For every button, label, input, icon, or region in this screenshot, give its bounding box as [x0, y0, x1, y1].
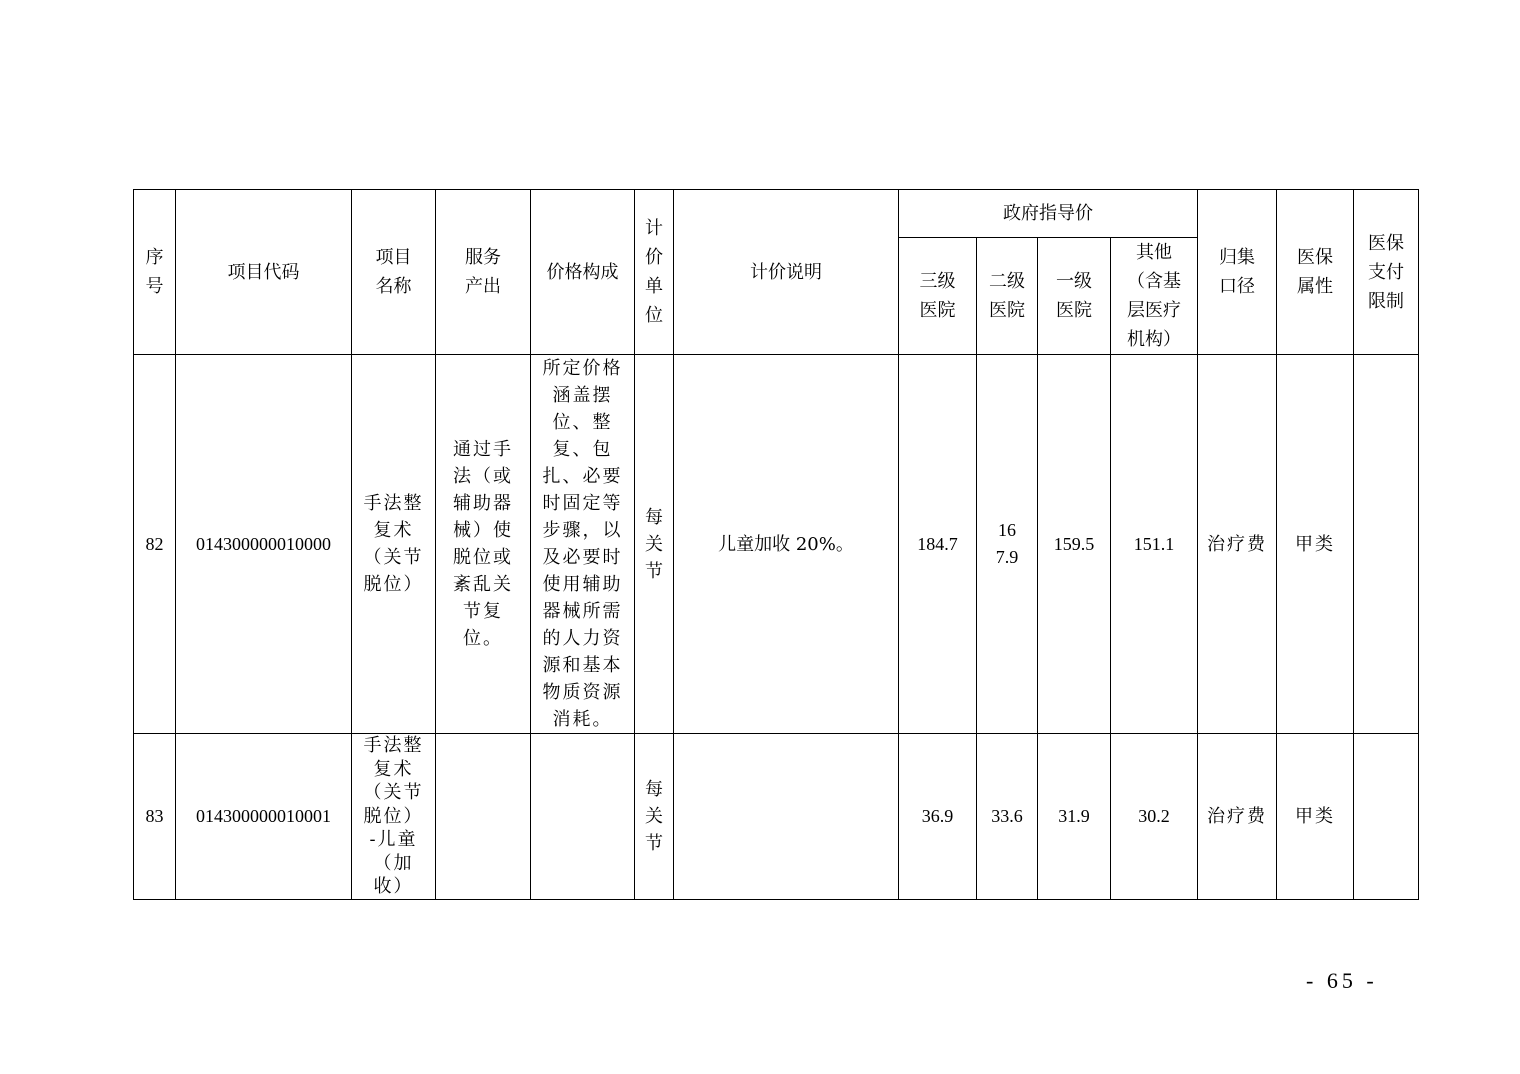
row-unit: 每关节: [635, 355, 674, 734]
row-limit: [1354, 355, 1419, 734]
row-output: [436, 734, 531, 900]
row-other-price: 151.1: [1111, 355, 1198, 734]
row-composition: [531, 734, 635, 900]
header-name: 项目名称: [352, 190, 436, 355]
row-tier2-price: 167.9: [977, 355, 1038, 734]
row-note: 儿童加收 20%。: [674, 355, 899, 734]
header-category: 归集口径: [1198, 190, 1277, 355]
row-seq: 82: [134, 355, 176, 734]
header-other: 其他（含基层医疗机构）: [1111, 238, 1198, 355]
row-output: 通过手法（或辅助器械）使脱位或紊乱关节复位。: [436, 355, 531, 734]
price-table: [133, 189, 1419, 900]
header-composition: 价格构成: [531, 190, 635, 355]
row-other-price: 30.2: [1111, 734, 1198, 900]
header-note: 计价说明: [674, 190, 899, 355]
header-unit: 计价单位: [635, 190, 674, 355]
row-tier2-price: 33.6: [977, 734, 1038, 900]
row-name: 手法整复术（关节脱位）: [352, 355, 436, 734]
header-limit: 医保支付限制: [1354, 190, 1419, 355]
row-attr: 甲类: [1277, 734, 1354, 900]
row-tier3-price: 184.7: [899, 355, 977, 734]
table-row: [134, 355, 1419, 734]
row-name: 手法整复术（关节脱位）-儿童（加收）: [352, 734, 436, 900]
row-tier1-price: 159.5: [1038, 355, 1111, 734]
header-seq: 序号: [134, 190, 176, 355]
table-row: [134, 734, 1419, 900]
row-category: 治疗费: [1198, 734, 1277, 900]
row-unit: 每关节: [635, 734, 674, 900]
row-category: 治疗费: [1198, 355, 1277, 734]
row-composition: 所定价格涵盖摆位、整复、包扎、必要时固定等步骤，以及必要时使用辅助器械所需的人力资源和基本物质资源消耗。: [531, 355, 635, 734]
header-tier3: 三级医院: [899, 238, 977, 355]
page-number: - 65 -: [1306, 968, 1378, 993]
header-output: 服务产出: [436, 190, 531, 355]
header-tier2: 二级医院: [977, 238, 1038, 355]
row-note: [674, 734, 899, 900]
row-code: 014300000010001: [176, 734, 352, 900]
header-gov-price: 政府指导价: [899, 190, 1198, 238]
row-seq: 83: [134, 734, 176, 900]
row-tier1-price: 31.9: [1038, 734, 1111, 900]
row-code: 014300000010000: [176, 355, 352, 734]
header-attr: 医保属性: [1277, 190, 1354, 355]
header-tier1: 一级医院: [1038, 238, 1111, 355]
row-tier3-price: 36.9: [899, 734, 977, 900]
header-code: 项目代码: [176, 190, 352, 355]
row-limit: [1354, 734, 1419, 900]
row-attr: 甲类: [1277, 355, 1354, 734]
